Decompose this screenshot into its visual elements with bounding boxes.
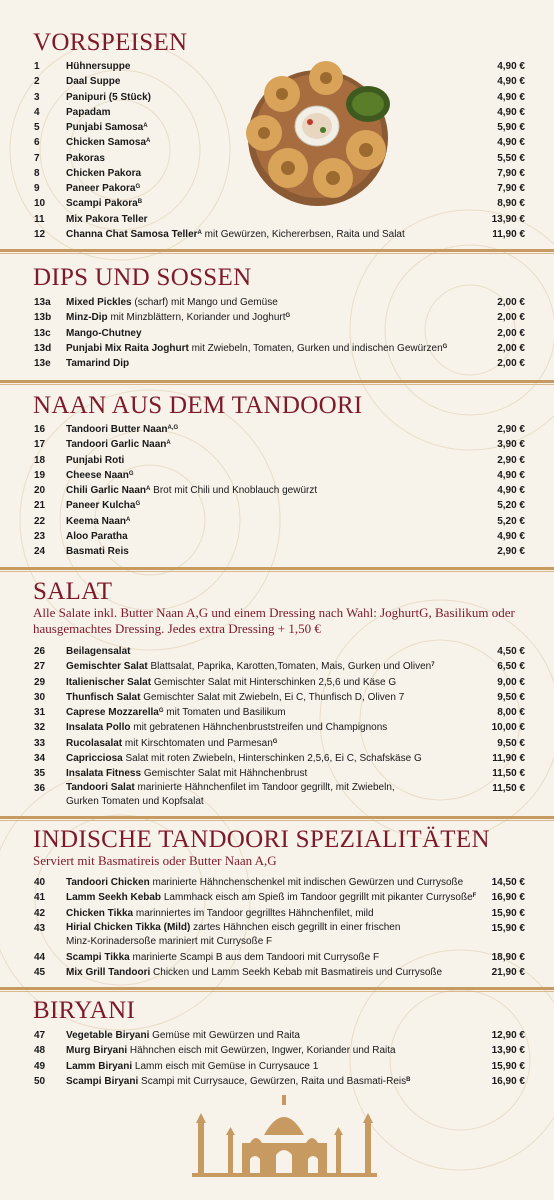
item-name-text: Tandoori Salat	[66, 782, 135, 794]
item-name-text: Basmati Reis	[66, 546, 129, 557]
menu-item-row	[0, 498, 554, 513]
item-name-text: Thunfisch Salat	[66, 691, 141, 703]
item-name-text: Lamm Biryani	[66, 1060, 133, 1072]
allergen-code: G	[442, 343, 448, 350]
item-name-text: Insalata Pollo	[66, 722, 131, 734]
item-name-text: Murg Biryani	[66, 1045, 128, 1057]
menu-item-row	[0, 453, 554, 468]
menu-item-row	[0, 950, 554, 965]
item-description: marinierte Hähnchenfilet im Tandoor gegrillt, mit Zwiebeln, Gurken Tomaten und Kopfsalat	[66, 782, 395, 808]
item-number: 30	[34, 691, 46, 703]
item-number: 48	[34, 1045, 46, 1057]
item-number: 9	[34, 183, 40, 194]
item-price: 18,90 €	[491, 951, 525, 963]
allergen-code: F	[472, 893, 477, 900]
item-name-text: Chicken Tikka	[66, 907, 134, 919]
item-name	[66, 1074, 410, 1089]
item-description: mit gebratenen Hähnchenbruststreifen und Champignons	[133, 722, 388, 734]
item-name-text: Minz-Dip	[66, 312, 108, 324]
item-number: 13b	[34, 312, 52, 324]
item-price: 4,50 €	[497, 646, 525, 657]
item-price: 12,90 €	[491, 1030, 525, 1041]
item-price: 9,00 €	[497, 676, 525, 688]
item-name-text: Beilagensalat	[66, 646, 131, 657]
item-name	[66, 875, 463, 890]
section-divider	[0, 816, 554, 819]
item-list	[0, 1028, 554, 1089]
menu-item-row	[0, 437, 554, 452]
menu-item-row	[0, 227, 554, 242]
section-divider	[0, 987, 554, 990]
item-name-text: Chicken Samosa	[66, 137, 147, 149]
item-number: 32	[34, 722, 46, 734]
item-price: 15,90 €	[491, 1060, 525, 1072]
item-price: 2,00 €	[497, 342, 525, 354]
menu-item-row	[0, 514, 554, 529]
menu-item-row	[0, 483, 554, 498]
item-name	[66, 181, 140, 196]
item-price: 2,00 €	[497, 327, 525, 339]
item-name-text: Hirial Chicken Tikka (Mild)	[66, 921, 191, 933]
item-name	[66, 781, 421, 809]
item-name	[66, 151, 105, 166]
item-number: 16	[34, 424, 46, 435]
item-description: Chicken und Lamm Seekh Kebab mit Basmatireis und Currysoße	[153, 967, 443, 978]
item-name-text: Punjabi Roti	[66, 454, 125, 466]
item-name	[66, 705, 286, 720]
item-number: 13d	[34, 342, 52, 354]
item-list	[0, 295, 554, 371]
item-name-text: Tamarind Dip	[66, 358, 130, 369]
item-price: 2,90 €	[497, 546, 525, 557]
item-price: 6,50 €	[497, 661, 525, 673]
item-name-text: Italienischer Salat	[66, 676, 152, 688]
item-name	[66, 766, 307, 781]
menu-item-row	[0, 1028, 554, 1043]
item-name	[66, 341, 447, 356]
menu-item-row	[0, 705, 554, 720]
item-price: 2,90 €	[497, 424, 525, 435]
item-name-text: Tandoori Chicken	[66, 877, 150, 888]
item-list	[0, 422, 554, 559]
item-name-text: Chili Garlic Naan	[66, 485, 147, 496]
item-name	[66, 59, 130, 74]
item-number: 17	[34, 439, 46, 451]
section-subtitle: Serviert mit Basmatireis oder Butter Naan A,G	[33, 853, 277, 868]
item-description: Lammhack eisch am Spieß im Tandoor gegrillt mit pikanter Currysoße	[163, 892, 473, 904]
allergen-code: 7	[431, 662, 435, 669]
item-name-text: Keema Naan	[66, 515, 127, 527]
item-name	[66, 498, 140, 513]
menu-item-row	[0, 295, 554, 310]
item-number: 13e	[34, 358, 51, 369]
item-name	[66, 90, 151, 105]
item-price: 4,90 €	[497, 61, 525, 72]
item-number: 47	[34, 1030, 46, 1041]
menu-item-row	[0, 544, 554, 559]
item-name-text: Cheese Naan	[66, 469, 129, 481]
allergen-code: B	[406, 1076, 411, 1083]
menu-item-row	[0, 751, 554, 766]
item-name-text: Mango-Chutney	[66, 327, 142, 339]
item-number: 42	[34, 907, 46, 919]
item-number: 36	[34, 783, 46, 795]
allergen-code: G	[135, 184, 141, 190]
menu-item-row	[0, 1074, 554, 1089]
item-description: mit Tomaten und Basilikum	[166, 707, 286, 718]
item-number: 22	[34, 515, 46, 527]
item-name	[66, 105, 110, 120]
menu-item-row	[0, 766, 554, 781]
section-divider	[0, 380, 554, 383]
item-number: 40	[34, 877, 46, 888]
item-price: 16,90 €	[491, 892, 525, 904]
item-number: 7	[34, 152, 40, 164]
item-name-text: Tandoori Garlic Naan	[66, 439, 167, 451]
item-description: Brot mit Chili und Knoblauch gewürzt	[153, 485, 318, 496]
menu-item-row	[0, 921, 554, 950]
item-name-text: Lamm Seekh Kebab	[66, 892, 162, 904]
allergen-code: G	[285, 313, 291, 320]
menu-item-row	[0, 781, 554, 810]
item-name	[66, 356, 129, 371]
item-description: mit Kirschtomaten und Parmesan	[124, 737, 273, 749]
item-name	[66, 950, 379, 965]
item-number: 49	[34, 1060, 46, 1072]
section-title: DIPS UND SOSSEN	[33, 264, 252, 291]
item-name	[66, 921, 421, 949]
item-name-text: Mixed Pickles	[66, 297, 132, 308]
menu-item-row	[0, 875, 554, 890]
item-name	[66, 227, 405, 242]
item-price: 2,00 €	[497, 358, 525, 369]
item-number: 44	[34, 951, 46, 963]
item-name-text: Chicken Pakora	[66, 167, 142, 179]
menu-item-row	[0, 675, 554, 690]
item-name-text: Panipuri (5 Stück)	[66, 91, 152, 103]
item-number: 20	[34, 485, 46, 496]
menu-item-row	[0, 720, 554, 735]
item-number: 13a	[34, 297, 51, 308]
item-number: 45	[34, 967, 46, 978]
item-price: 4,90 €	[497, 530, 525, 542]
item-description: Gemischter Salat mit Hähnchenbrust	[143, 768, 308, 779]
item-price: 5,50 €	[497, 152, 525, 164]
item-name-text: Mix Pakora Teller	[66, 213, 148, 225]
item-list	[0, 875, 554, 980]
item-name	[66, 422, 178, 437]
item-name	[66, 529, 128, 544]
menu-item-row	[0, 1043, 554, 1058]
allergen-code: A	[143, 123, 148, 129]
item-number: 29	[34, 676, 46, 688]
item-name	[66, 295, 278, 310]
item-price: 3,90 €	[497, 439, 525, 451]
item-name	[66, 166, 141, 181]
item-description: mit Zwiebeln, Tomaten, Gurken und indischen Gewürzen	[191, 342, 443, 354]
item-name	[66, 326, 142, 341]
allergen-code: A	[126, 516, 131, 523]
item-list	[0, 644, 554, 810]
item-name-text: Punjabi Mix Raita Joghurt	[66, 342, 189, 354]
item-name	[66, 544, 129, 559]
section-title: INDISCHE TANDOORI SPEZIALITÄTEN	[33, 826, 490, 853]
section-divider	[0, 249, 554, 252]
allergen-code: A	[146, 486, 151, 492]
item-description: (scharf) mit Mango und Gemüse	[134, 297, 278, 308]
menu-item-row	[0, 890, 554, 905]
item-price: 11,90 €	[492, 228, 525, 240]
item-name	[66, 1043, 396, 1058]
item-name-text: Hühnersuppe	[66, 61, 131, 72]
item-number: 50	[34, 1075, 46, 1087]
section-divider	[0, 567, 554, 570]
item-price: 2,00 €	[497, 312, 525, 324]
item-price: 11,50 €	[492, 768, 525, 779]
item-price: 15,90 €	[491, 907, 525, 919]
item-number: 27	[34, 661, 46, 673]
item-number: 18	[34, 454, 46, 466]
item-description: marinierte Hähnchenschenkel mit indischen Gewürzen und Currysoße	[152, 877, 464, 888]
item-price: 2,00 €	[497, 297, 525, 308]
item-number: 3	[34, 91, 40, 103]
item-price: 13,90 €	[491, 213, 525, 225]
item-name	[66, 483, 317, 498]
item-price: 13,90 €	[491, 1045, 525, 1057]
item-price: 10,00 €	[491, 722, 525, 734]
item-description: Salat mit roten Zwiebeln, Hinterschinken 2,5,6, Ei C, Schafskäse G	[125, 752, 422, 764]
item-name	[66, 196, 142, 211]
item-price: 9,50 €	[497, 691, 525, 703]
item-number: 13c	[34, 327, 51, 339]
allergen-code: A	[146, 138, 151, 145]
allergen-code: A,G	[167, 425, 179, 431]
item-name-text: Tandoori Butter Naan	[66, 424, 168, 435]
item-number: 8	[34, 167, 40, 179]
item-name	[66, 720, 387, 735]
item-price: 7,90 €	[497, 183, 525, 194]
item-name	[66, 906, 374, 921]
item-price: 8,90 €	[497, 198, 525, 210]
menu-item-row	[0, 644, 554, 659]
item-name	[66, 751, 422, 766]
item-number: 23	[34, 530, 46, 542]
menu-item-row	[0, 659, 554, 674]
item-price: 14,50 €	[491, 877, 525, 888]
taj-mahal-icon	[192, 1095, 377, 1177]
item-name-text: Insalata Fitness	[66, 768, 142, 779]
menu-item-row	[0, 906, 554, 921]
menu-item-row	[0, 326, 554, 341]
item-number: 31	[34, 707, 46, 718]
item-description: Gemischter Salat mit Hinterschinken 2,5,6 und Käse G	[153, 676, 397, 688]
item-price: 9,50 €	[497, 737, 525, 749]
item-number: 35	[34, 768, 46, 779]
item-name-text: Papadam	[66, 106, 111, 118]
item-price: 8,00 €	[497, 707, 525, 718]
item-name	[66, 453, 124, 468]
item-name-text: Punjabi Samosa	[66, 122, 144, 133]
item-name	[66, 468, 133, 483]
menu-item-row	[0, 1059, 554, 1074]
item-number: 2	[34, 76, 40, 88]
menu-item-row	[0, 529, 554, 544]
item-number: 12	[34, 228, 46, 240]
item-name	[66, 690, 404, 705]
item-description: Lamm eisch mit Gemüse in Currysauce 1	[134, 1060, 319, 1072]
menu-item-row	[0, 468, 554, 483]
item-name-text: Scampi Biryani	[66, 1075, 139, 1087]
item-name	[66, 675, 396, 690]
item-price: 5,90 €	[497, 122, 525, 133]
item-price: 16,90 €	[491, 1075, 525, 1087]
item-name	[66, 514, 130, 529]
item-description: Gemüse mit Gewürzen und Raita	[152, 1030, 300, 1041]
item-name-text: Rucolasalat	[66, 737, 123, 749]
item-number: 6	[34, 137, 40, 149]
item-price: 5,20 €	[497, 515, 525, 527]
item-price: 5,20 €	[497, 500, 525, 512]
item-name-text: Capricciosa	[66, 752, 123, 764]
item-name	[66, 644, 130, 659]
item-description: Scampi mit Currysauce, Gewürzen, Raita und Basmati-Reis	[141, 1075, 407, 1087]
item-number: 34	[34, 752, 46, 764]
item-name-text: Aloo Paratha	[66, 530, 128, 542]
item-price: 15,90 €	[491, 922, 525, 934]
item-price: 4,90 €	[497, 106, 525, 118]
item-description: Gemischter Salat mit Zwiebeln, Ei C, Thunfisch D, Oliven 7	[143, 691, 405, 703]
item-name	[66, 212, 148, 227]
item-number: 19	[34, 469, 46, 481]
item-price: 2,90 €	[497, 454, 525, 466]
allergen-code: G	[135, 501, 141, 508]
item-name-text: Mix Grill Tandoori	[66, 967, 151, 978]
item-name	[66, 890, 476, 905]
item-name-text: Scampi Pakora	[66, 198, 138, 210]
item-number: 43	[34, 922, 46, 934]
item-price: 7,90 €	[497, 167, 525, 179]
item-number: 33	[34, 737, 46, 749]
menu-item-row	[0, 310, 554, 325]
menu-item-row	[0, 965, 554, 980]
item-name-text: Gemischter Salat	[66, 661, 148, 673]
allergen-code: G	[128, 470, 134, 477]
item-name-text: Vegetable Biryani	[66, 1030, 150, 1041]
section-subtitle: Alle Salate inkl. Butter Naan A,G und einem Dressing nach Wahl: JoghurtG, Basilikum oder hausgemachtes Dressing. Jedes extra Dressing + 1,50 €	[33, 605, 515, 636]
item-description: marinniertes im Tandoor gegrilltes Hähnchenfilet, mild	[135, 907, 374, 919]
item-price: 4,90 €	[497, 469, 525, 481]
item-number: 4	[34, 106, 40, 118]
item-price: 11,50 €	[492, 783, 525, 795]
item-name-text: Daal Suppe	[66, 76, 121, 88]
item-description: mit Gewürzen, Kichererbsen, Raita und Salat	[204, 228, 405, 240]
section-title: SALAT	[33, 578, 113, 605]
item-number: 10	[34, 198, 46, 210]
menu-item-row	[0, 356, 554, 371]
item-name	[66, 659, 435, 674]
item-name	[66, 135, 150, 150]
menu-item-row	[0, 736, 554, 751]
item-name	[66, 74, 120, 89]
item-number: 5	[34, 122, 40, 133]
item-name	[66, 736, 277, 751]
allergen-code: A	[197, 229, 202, 236]
item-description: Blattsalat, Paprika, Karotten,Tomaten, Mais, Gurken und Oliven	[150, 661, 432, 673]
item-name	[66, 1028, 300, 1043]
item-name	[66, 437, 171, 452]
item-name-text: Scampi Tikka	[66, 951, 130, 963]
item-name	[66, 120, 148, 135]
item-price: 4,90 €	[497, 485, 525, 496]
section-title: BIRYANI	[33, 997, 136, 1024]
menu-item-row	[0, 212, 554, 227]
menu-item-row	[0, 341, 554, 356]
item-number: 26	[34, 646, 46, 657]
item-price: 4,90 €	[497, 137, 525, 149]
allergen-code: G	[158, 708, 164, 714]
item-name	[66, 1059, 318, 1074]
item-name-text: Paneer Kulcha	[66, 500, 136, 512]
item-name-text: Caprese Mozzarella	[66, 707, 159, 718]
item-price: 21,90 €	[491, 967, 525, 978]
menu-item-row	[0, 690, 554, 705]
item-name-text: Pakoras	[66, 152, 105, 164]
item-number: 1	[34, 61, 40, 72]
item-name-text: Paneer Pakora	[66, 183, 136, 194]
item-description: marinierte Scampi B aus dem Tandoori mit Currysoße F	[132, 951, 380, 963]
allergen-code: B	[137, 199, 143, 206]
allergen-code: G	[272, 738, 278, 745]
item-name	[66, 310, 290, 325]
item-number: 21	[34, 500, 46, 512]
item-name	[66, 965, 442, 980]
section-title: VORSPEISEN	[33, 29, 188, 56]
section-title: NAAN AUS DEM TANDOORI	[33, 392, 363, 419]
menu-item-row	[0, 422, 554, 437]
item-description: mit Minzblättern, Koriander und Joghurt	[110, 312, 286, 324]
item-name-text: Channa Chat Samosa Teller	[66, 228, 198, 240]
item-price: 4,90 €	[497, 76, 525, 88]
panipuri-food-image	[240, 60, 396, 210]
item-price: 4,90 €	[497, 91, 525, 103]
item-description: Hähnchen eisch mit Gewürzen, Ingwer, Koriander und Raita	[129, 1045, 396, 1057]
allergen-code: A	[166, 440, 171, 447]
item-price: 11,90 €	[492, 752, 525, 764]
item-number: 11	[34, 213, 45, 225]
item-number: 24	[34, 546, 46, 557]
item-description: zartes Hähnchen eisch gegrillt in einer frischen Minz-Korinadersoße mariniert mit Currysoße F	[66, 921, 401, 947]
item-number: 41	[34, 892, 46, 904]
